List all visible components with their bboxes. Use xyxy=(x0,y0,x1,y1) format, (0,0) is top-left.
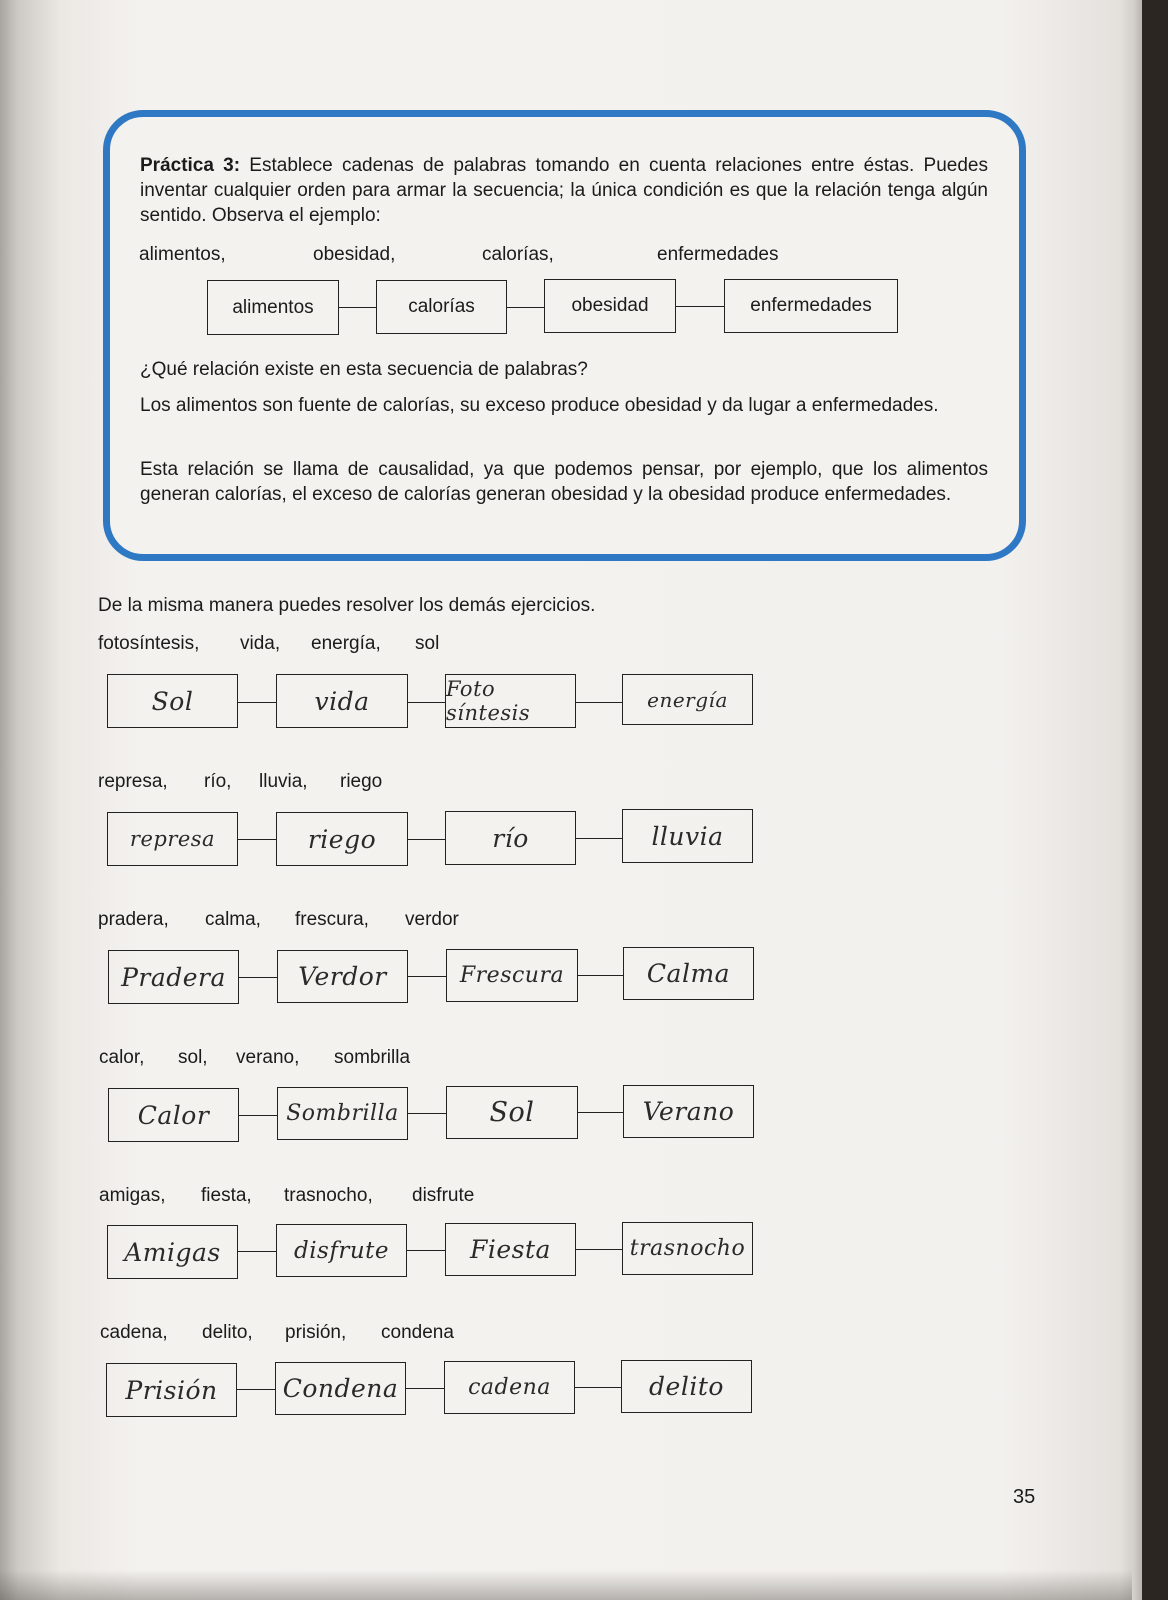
exercise-3-link-1 xyxy=(239,977,277,978)
exercise-4-word-2: sol, xyxy=(178,1047,208,1068)
exercise-2-answer-box-4[interactable]: lluvia xyxy=(622,809,753,863)
exercise-3-word-4: verdor xyxy=(405,909,459,930)
page-bottom-shadow xyxy=(0,1570,1140,1600)
exercise-2-word-2: río, xyxy=(204,771,232,792)
example-word-2: obesidad, xyxy=(313,244,396,265)
exercise-6-link-2 xyxy=(406,1388,444,1389)
exercise-6-answer-box-1[interactable]: Prisión xyxy=(106,1363,237,1417)
exercise-5-answer-box-3[interactable]: Fiesta xyxy=(445,1223,576,1276)
exercise-6-answer-box-2[interactable]: Condena xyxy=(275,1362,406,1415)
practice-intro-text: Establece cadenas de palabras tomando en cuenta relaciones entre éstas. Puedes inventar cualquier orden para armar la secuencia; la única condición es que la relación tenga algún sentido. Observa el ejemplo: xyxy=(140,155,988,226)
exercise-4-answer-box-3[interactable]: Sol xyxy=(446,1086,578,1139)
exercise-2-word-4: riego xyxy=(340,771,383,792)
exercise-2-answer-box-2[interactable]: riego xyxy=(276,812,408,866)
exercise-5-answer-box-2[interactable]: disfrute xyxy=(276,1224,407,1277)
exercise-6-word-3: prisión, xyxy=(285,1322,347,1343)
exercise-1-answer-box-3[interactable]: Foto síntesis xyxy=(445,674,576,728)
exercise-4-answer-box-1[interactable]: Calor xyxy=(108,1088,239,1142)
exercise-6-answer-box-3[interactable]: cadena xyxy=(444,1361,575,1414)
exercise-3-link-2 xyxy=(408,976,446,977)
example-chain-box-4: enfermedades xyxy=(724,279,898,333)
exercise-2-link-3 xyxy=(576,838,622,839)
exercise-3-answer-box-4[interactable]: Calma xyxy=(623,947,754,1000)
exercise-6-answer-box-4[interactable]: delito xyxy=(621,1360,752,1413)
example-chain-box-2: calorías xyxy=(376,280,507,334)
exercise-4-word-1: calor, xyxy=(99,1047,145,1068)
exercise-6-word-2: delito, xyxy=(202,1322,253,1343)
exercise-4-answer-box-4[interactable]: Verano xyxy=(623,1085,754,1138)
exercise-3-word-1: pradera, xyxy=(98,909,169,930)
exercise-5-answer-box-4[interactable]: trasnocho xyxy=(622,1222,753,1275)
example-word-4: enfermedades xyxy=(657,244,779,265)
exercise-1-word-1: fotosíntesis, xyxy=(98,633,200,654)
exercise-1-link-3 xyxy=(576,702,622,703)
exercise-2-link-2 xyxy=(408,839,445,840)
exercise-3-answer-box-2[interactable]: Verdor xyxy=(277,950,408,1003)
exercise-6-word-4: condena xyxy=(381,1322,454,1343)
exercise-6-link-3 xyxy=(575,1387,621,1388)
exercise-5-word-3: trasnocho, xyxy=(284,1185,373,1206)
exercise-1-link-1 xyxy=(238,702,276,703)
exercise-2-link-1 xyxy=(238,839,276,840)
exercise-2-word-3: lluvia, xyxy=(259,771,308,792)
exercise-3-word-2: calma, xyxy=(205,909,261,930)
exercise-3-word-3: frescura, xyxy=(295,909,369,930)
practice-intro xyxy=(140,153,988,228)
exercise-2-answer-box-1[interactable]: represa xyxy=(107,812,238,866)
exercise-1-word-2: vida, xyxy=(240,633,281,654)
exercise-5-link-1 xyxy=(238,1251,276,1252)
exercise-4-answer-box-2[interactable]: Sombrilla xyxy=(277,1087,408,1140)
example-chain-box-3: obesidad xyxy=(544,279,676,333)
exercise-5-link-2 xyxy=(407,1250,445,1251)
practice-answer: Los alimentos son fuente de calorías, su exceso produce obesidad y da lugar a enfermedades. xyxy=(140,395,939,416)
page-edge xyxy=(1132,0,1142,1600)
exercise-1-word-4: sol xyxy=(415,633,440,654)
exercise-5-word-2: fiesta, xyxy=(201,1185,252,1206)
exercise-1-answer-box-4[interactable]: energía xyxy=(622,674,753,725)
example-word-1: alimentos, xyxy=(139,244,226,265)
exercise-4-word-3: verano, xyxy=(236,1047,300,1068)
exercise-3-link-3 xyxy=(578,975,623,976)
practice-explanation: Esta relación se llama de causalidad, ya que podemos pensar, por ejemplo, que los alimentos generan calorías, el exceso de calorías generan obesidad y la obesidad produce enfermedades. xyxy=(140,459,988,505)
exercise-5-word-4: disfrute xyxy=(412,1185,475,1206)
exercise-1-answer-box-2[interactable]: vida xyxy=(276,674,408,728)
example-chain-box-1: alimentos xyxy=(207,280,339,335)
practice-question: ¿Qué relación existe en esta secuencia de palabras? xyxy=(140,359,588,380)
instruction-text: De la misma manera puedes resolver los demás ejercicios. xyxy=(98,595,596,616)
exercise-5-word-1: amigas, xyxy=(99,1185,166,1206)
exercise-5-link-3 xyxy=(576,1249,622,1250)
exercise-4-word-4: sombrilla xyxy=(334,1047,411,1068)
exercise-3-answer-box-1[interactable]: Pradera xyxy=(108,950,239,1004)
exercise-5-answer-box-1[interactable]: Amigas xyxy=(107,1225,238,1279)
exercise-6-link-1 xyxy=(237,1389,275,1390)
exercise-4-link-2 xyxy=(408,1113,446,1114)
exercise-1-link-2 xyxy=(408,702,445,703)
example-chain-link-3 xyxy=(676,306,724,307)
page-number: 35 xyxy=(1013,1486,1036,1508)
exercise-1-answer-box-1[interactable]: Sol xyxy=(107,674,238,728)
example-word-3: calorías, xyxy=(482,244,554,265)
exercise-4-link-3 xyxy=(578,1112,623,1113)
practice-title: Práctica 3: xyxy=(140,155,241,176)
example-chain-link-1 xyxy=(339,307,376,308)
exercise-1-word-3: energía, xyxy=(311,633,381,654)
exercise-4-link-1 xyxy=(239,1115,277,1116)
example-chain-link-2 xyxy=(507,307,544,308)
exercise-6-word-1: cadena, xyxy=(100,1322,168,1343)
exercise-3-answer-box-3[interactable]: Frescura xyxy=(446,949,578,1002)
exercise-2-word-1: represa, xyxy=(98,771,168,792)
exercise-2-answer-box-3[interactable]: río xyxy=(445,811,576,865)
